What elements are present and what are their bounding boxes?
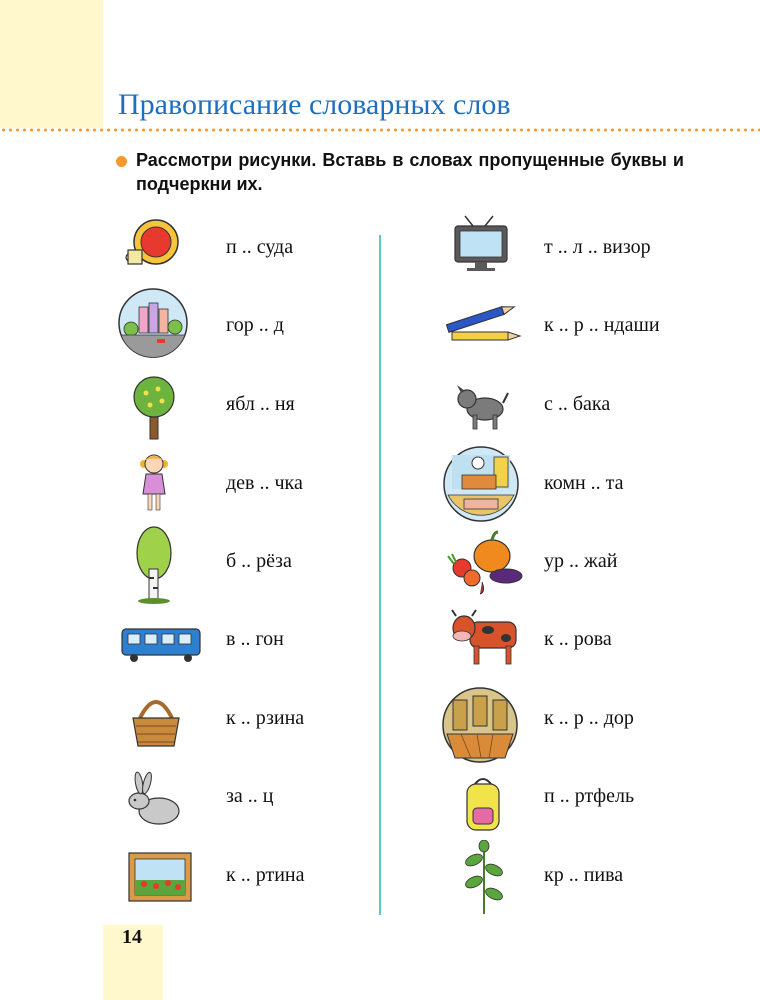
page-title: Правописание словарных слов bbox=[118, 88, 511, 121]
list-item bbox=[544, 698, 634, 738]
word-text: за .. ц bbox=[226, 784, 274, 807]
list-item bbox=[226, 541, 292, 581]
bullet-icon bbox=[116, 156, 127, 167]
list-item bbox=[544, 384, 610, 424]
list-item bbox=[226, 619, 284, 659]
word-text: к .. рзина bbox=[226, 706, 305, 729]
dotted-divider bbox=[0, 128, 760, 132]
word-text: в .. гон bbox=[226, 627, 284, 650]
backpack-icon bbox=[461, 774, 505, 834]
list-item bbox=[226, 776, 273, 816]
basket-icon bbox=[130, 692, 182, 750]
list-item bbox=[544, 227, 651, 267]
girl-icon bbox=[138, 452, 170, 514]
word-text: т .. л .. визор bbox=[544, 235, 651, 258]
list-item bbox=[226, 227, 293, 267]
corridor-icon bbox=[441, 686, 519, 764]
list-item bbox=[544, 776, 634, 816]
word-text: к .. рова bbox=[544, 627, 612, 650]
word-text: с .. бака bbox=[544, 392, 611, 415]
city-icon bbox=[117, 287, 189, 359]
nettle-icon bbox=[462, 840, 506, 916]
tv-icon bbox=[451, 214, 511, 274]
word-text: к .. р .. дор bbox=[544, 706, 634, 729]
plate-cup-icon bbox=[124, 218, 184, 270]
train-car-icon bbox=[118, 627, 204, 663]
list-item bbox=[544, 305, 660, 345]
hare-icon bbox=[125, 771, 183, 827]
list-item bbox=[226, 463, 303, 503]
cow-icon bbox=[448, 606, 524, 668]
apple-tree-icon bbox=[132, 375, 176, 441]
list-item bbox=[226, 855, 304, 895]
dog-icon bbox=[453, 379, 509, 433]
word-text: к .. ртина bbox=[226, 863, 305, 886]
word-text: комн .. та bbox=[544, 471, 624, 494]
word-text: ябл .. ня bbox=[226, 392, 295, 415]
list-item bbox=[544, 541, 617, 581]
word-text: п .. суда bbox=[226, 235, 294, 258]
word-text: гор .. д bbox=[226, 313, 284, 336]
word-text: к .. р .. ндаши bbox=[544, 313, 660, 336]
instruction-text: Рассмотри рисунки. Вставь в словах пропущенные буквы и подчеркни их. bbox=[136, 150, 684, 194]
word-text: п .. ртфель bbox=[544, 784, 635, 807]
list-item bbox=[226, 698, 304, 738]
word-text: ур .. жай bbox=[544, 549, 618, 572]
room-icon bbox=[442, 445, 520, 523]
word-text: кр .. пива bbox=[544, 863, 624, 886]
pencils-icon bbox=[440, 302, 524, 346]
list-item bbox=[544, 619, 612, 659]
word-text: дев .. чка bbox=[226, 471, 303, 494]
list-item bbox=[544, 463, 624, 503]
margin-band-top bbox=[0, 0, 103, 128]
column-divider bbox=[379, 235, 381, 915]
harvest-icon bbox=[446, 528, 526, 596]
page-number: 14 bbox=[122, 926, 142, 948]
list-item bbox=[226, 305, 284, 345]
picture-frame-icon bbox=[128, 852, 192, 902]
birch-icon bbox=[134, 525, 174, 605]
list-item bbox=[544, 855, 623, 895]
list-item bbox=[226, 384, 295, 424]
word-text: б .. рёза bbox=[226, 549, 292, 572]
